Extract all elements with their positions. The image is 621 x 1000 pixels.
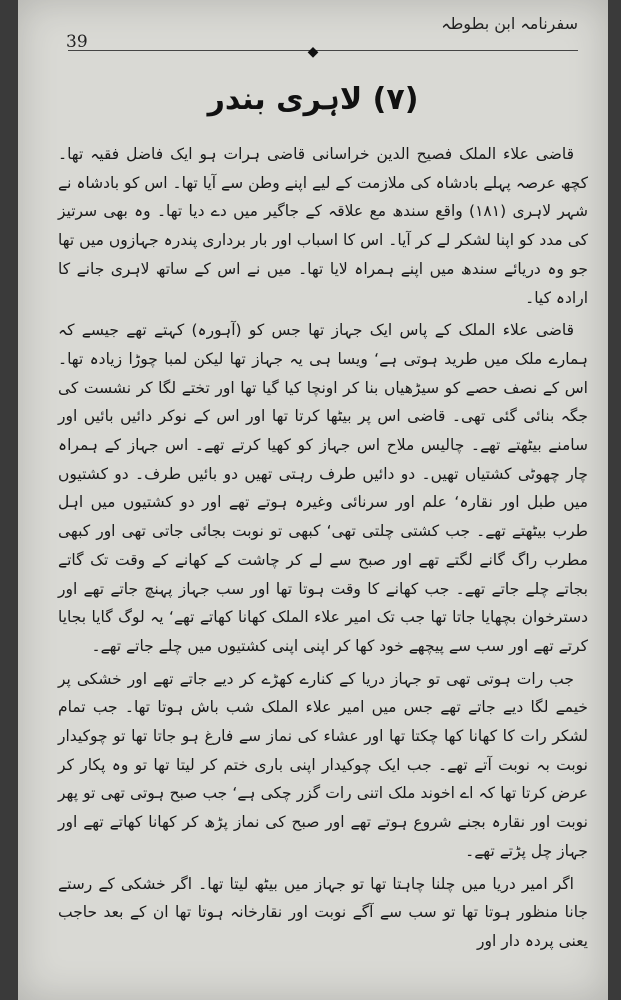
body-text xyxy=(58,140,588,960)
paragraph: جب رات ہوتی تھی تو جہاز دریا کے کنارے کھڑے کر دیے جاتے تھے اور خشکی پر خیمے لگا دیے جاتے تھے جس میں امیر علاء الملک شب باش ہوتا تھا۔ جب تمام لشکر رات کا کھانا کھا چکتا تھا اور عشاء کی نماز سے فارغ ہو جاتا تھا تو چوکیدار نوبت بہ نوبت آتے تھے۔ جب ایک چوکیدار اپنی باری ختم کر لیتا تھا تو وہ پکار کر عرض کرتا تھا کہ اے اخوند ملک اتنی رات گزر چکی ہے‘ جب صبح ہوتی تھی تو پھر نوبت اور نقارہ بجنے شروع ہوتے تھے اور صبح کی نماز پڑھ کر کھانا کھاتے تھے اور جہاز چل پڑتے تھے۔ xyxy=(58,669,588,860)
page-number: 39 xyxy=(66,32,88,52)
running-title: سفرنامہ ابن بطوطہ xyxy=(441,14,578,33)
diamond-ornament-icon: ◆ xyxy=(307,44,319,60)
chapter-title: (۷) لاہری بندر xyxy=(207,82,419,117)
book-page xyxy=(18,0,608,1000)
paragraph: قاضی علاء الملک فصیح الدین خراسانی قاضی ہرات ہو ایک فاضل فقیہ تھا۔ کچھ عرصہ پہلے بادشاہ کی ملازمت کے لیے اپنے وطن سے آیا تھا۔ اس کو بادشاہ نے شہر لاہری (۱۸۱) واقع سندھ مع علاقہ کے جاگیر میں دے دیا تھا۔ وہ بھی سرتیز کی مدد کو اپنا لشکر لے کر آیا۔ اس کا اسباب اور بار برداری پندرہ جہازوں میں تھا جو وہ دریائے سندھ میں اپنے ہمراہ لایا تھا۔ میں نے اس کے ساتھ لاہری جانے کا ارادہ کیا۔ xyxy=(58,145,588,307)
paragraph: اگر امیر دریا میں چلنا چاہتا تھا تو جہاز میں بیٹھ لیتا تھا۔ اگر خشکی کے رستے جانا منظور ہوتا تھا تو سب سے آگے نوبت اور نقارخانہ ہوتا تھا ان کے بعد حاجب یعنی پردہ دار اور xyxy=(58,874,588,950)
paragraph: قاضی علاء الملک کے پاس ایک جہاز تھا جس کو (آہورہ) کہتے تھے جیسے کہ ہمارے ملک میں طرید ہوتی ہے‘ ویسا ہی یہ جہاز تھا لیکن لمبا چوڑا زیادہ تھا۔ اس کے نصف حصے کو سیڑھیاں بنا کر اونچا کیا گیا تھا اور تختے لگا کر نشست کی جگہ بنائی گئی تھی۔ قاضی اس پر بیٹھا کرتا تھا اور اس کے نوکر دائیں بائیں اور سامنے بیٹھتے تھے۔ چالیس ملاح اس جہاز کو کھیا کرتے تھے۔ اس جہاز کے ہمراہ چار چھوٹی کشتیاں تھیں۔ دو دائیں طرف رہتی تھیں دو بائیں طرف۔ دو کشتیوں میں طبل اور نقارہ‘ علم اور سرنائی وغیرہ ہوتے تھے اور دو کشتیوں میں اہل طرب بیٹھتے تھے۔ جب کشتی چلتی تھی‘ کبھی تو نوبت بجائی جاتی تھی اور کبھی مطرب راگ گانے لگتے تھے اور صبح سے لے کر چاشت کے کھانے کے وقت تک گاتے بجاتے چلے جاتے تھے۔ جب کھانے کا وقت ہوتا تھا اور سب جہاز پہنچ جاتے تھے اور دسترخوان بچھایا جاتا تھا جب تک امیر علاء الملک کھانا کھاتے تھے‘ یہ لوگ گایا بجایا کرتے تھے اور سب سے پیچھے خود کھا کر اپنی اپنی کشتیوں میں چلے جاتے تھے۔ xyxy=(58,321,588,655)
